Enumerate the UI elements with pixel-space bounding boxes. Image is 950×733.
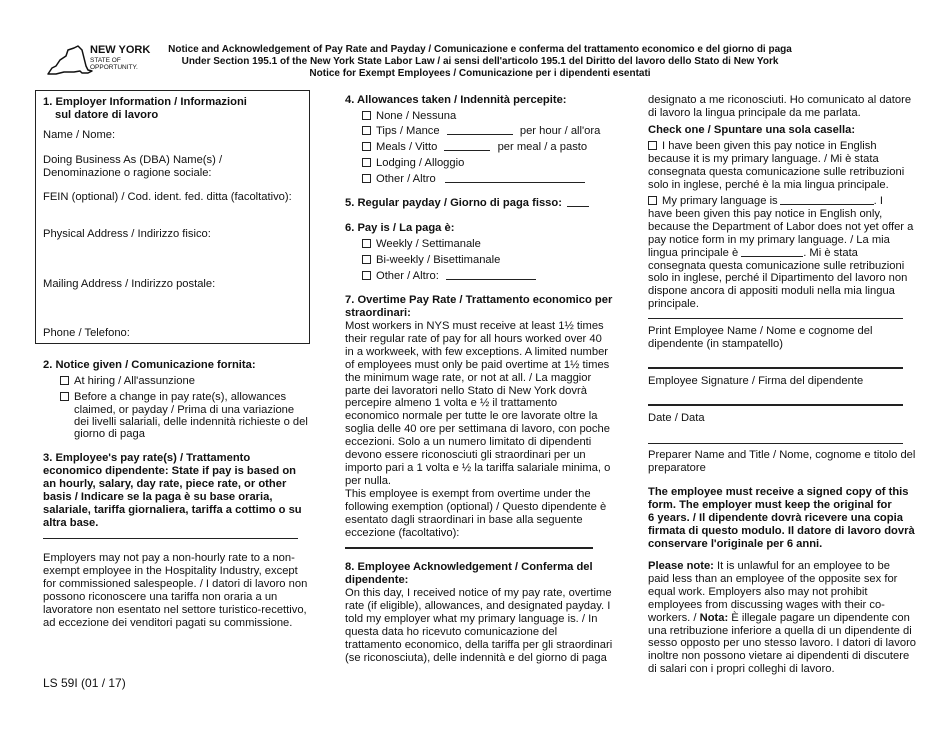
- logo-line3: OPPORTUNITY.: [90, 64, 138, 71]
- s1-title-b: sul datore di lavoro: [55, 109, 159, 121]
- hospitality-note-f: ad eccezione dei venditori pagati su commissione.: [43, 617, 293, 629]
- retention-line: firmata di questo modulo. Il datore di lavoro dovrà: [648, 524, 915, 537]
- nota-pre: workers. /: [648, 611, 700, 624]
- hospitality-note-a: Employers may not pay a non-hourly rate to a non-: [43, 552, 295, 564]
- pay-weekly-checkbox[interactable]: [362, 239, 371, 248]
- equal-pay-line: equal work. Employers also may not prohibit: [648, 585, 868, 598]
- preparer-line[interactable]: [648, 443, 903, 444]
- allowance-meals-checkbox[interactable]: [362, 142, 371, 151]
- primary-language-input[interactable]: [780, 204, 874, 205]
- header-subtitle: Notice for Exempt Employees / Comunicazione per i dipendenti esentati: [309, 68, 651, 79]
- s7-exempt-line: This employee is exempt from overtime under the: [345, 488, 591, 500]
- english-primary-option[interactable]: [648, 140, 904, 192]
- s7-line: parte dei lavoratori nello Stato di New York dovrà: [345, 384, 587, 397]
- s7-title: 7. Overtime Pay Rate / Trattamento economico per: [345, 294, 613, 306]
- s7-exempt-line: esentato dagli straordinari in base alla seguente: [345, 513, 583, 526]
- allowance-none-option[interactable]: [362, 110, 456, 124]
- nota-line: una retribuzione inferiore a quella di un dipendente di: [648, 624, 912, 637]
- lingua-principale-input[interactable]: [741, 256, 803, 257]
- employer-name-field[interactable]: Name / Nome:: [43, 129, 116, 141]
- please-note-label: Please note:: [648, 560, 714, 572]
- before-change-label-c: dei livelli salariali, delle indennità richieste o del: [74, 416, 308, 428]
- s6-title: 6. Pay is / La paga è:: [345, 222, 455, 234]
- allowance-meals-label: Meals / Vitto: [376, 141, 438, 153]
- nota-line: di salari con i propri colleghi di lavoro.: [648, 663, 835, 676]
- s2-title: 2. Notice given / Comunicazione fornita:: [43, 359, 256, 371]
- print-name-line[interactable]: [648, 318, 903, 319]
- s8-line: (se riconosciuta), delle indennità e del giorno di paga: [345, 651, 607, 664]
- s7-line: soglia delle 40 ore per settimana di lavoro, con poche: [345, 423, 610, 436]
- phone-field[interactable]: Phone / Telefono:: [43, 327, 130, 339]
- allowance-other-input[interactable]: [445, 182, 585, 183]
- s3-line-f: altra base.: [43, 517, 99, 529]
- tips-amount-input[interactable]: [447, 134, 513, 135]
- s7-body: [345, 320, 610, 488]
- tips-unit: per hour / all'ora: [519, 125, 601, 137]
- allowance-other-label: Other / Altro: [376, 173, 436, 185]
- check-one-title: Check one / Spuntare una sola casella:: [648, 124, 856, 136]
- s7-exempt-line: eccezione (facoltativo):: [345, 526, 460, 539]
- nota-line: inoltre non possono vietare ai dipendenti di discutere: [648, 650, 910, 663]
- retention-line: 6 years. / Il dipendente dovrà ricevere una copia: [648, 511, 903, 524]
- meals-unit: per meal / a pasto: [497, 141, 588, 153]
- ny-state-outline-icon: [44, 44, 94, 78]
- payday-input[interactable]: [567, 206, 589, 207]
- s7-line: devono essere riconosciuti gli straordinari per un: [345, 449, 586, 462]
- equal-pay-line: employees from discussing wages with their co-: [648, 598, 885, 611]
- pay-weekly-option[interactable]: [362, 238, 481, 252]
- allowance-lodging-checkbox[interactable]: [362, 158, 371, 167]
- english-primary-label: I have been given this pay notice in English: [662, 140, 877, 152]
- lingua-principale-label: lingua principale è: [648, 246, 739, 259]
- s8-cont-line: di lavoro la lingua principale da me parlata.: [648, 106, 861, 119]
- allowance-lodging-label: Lodging / Alloggio: [376, 157, 465, 169]
- equal-pay-line: paid less than an employee of the opposite sex for: [648, 572, 898, 585]
- english-primary-checkbox[interactable]: [648, 141, 657, 150]
- other-language-checkbox[interactable]: [648, 196, 657, 205]
- nota-label: Nota:: [699, 611, 729, 624]
- pay-other-label: Other / Altro:: [376, 270, 439, 282]
- date-label: Date / Data: [648, 412, 705, 424]
- nota-line: sesso opposto per uno stesso lavoro. I datori di lavoro: [648, 637, 917, 650]
- s3-line-b: economico dipendente: State if pay is based on: [43, 465, 297, 477]
- s5-label: 5. Regular payday / Giorno di paga fisso:: [345, 197, 562, 209]
- mailing-address-field[interactable]: Mailing Address / Indirizzo postale:: [43, 278, 216, 290]
- nota-text: È illegale pagare un dipendente con: [728, 611, 910, 624]
- other-language-line: pay notice form in my primary language. / La mia: [648, 233, 890, 246]
- before-change-option[interactable]: [60, 391, 286, 405]
- s7-line: Most workers in NYS must receive at least 1½ times: [345, 320, 604, 332]
- s7-exempt-line: following exemption (optional) / Questo dipendente è: [345, 500, 607, 513]
- s3-line-e: salariale, tariffa giornaliera, tariffa a cottimo o su: [43, 504, 302, 516]
- at-hiring-option[interactable]: [60, 375, 195, 389]
- ny-state-logo: [44, 44, 154, 80]
- at-hiring-label: At hiring / All'assunzione: [74, 375, 195, 387]
- pay-biweekly-option[interactable]: [362, 254, 500, 268]
- s8-line: On this day, I received notice of my pay rate, overtime: [345, 587, 612, 599]
- s8-line: questa data ho ricevuto comunicazione del: [345, 625, 558, 638]
- dba-field-b: Denominazione o ragione sociale:: [43, 167, 212, 179]
- s8-body: [345, 587, 612, 664]
- other-language-option[interactable]: My primary language is . I have been given this pay notice in English only, because the Department of Labor does not yet offer a pay notice form in my primary language. / La mia lingua principale è . Mi è stata consegnata questa comunicazione sulle retribuzioni solo in inglese, perché il Dipartimento del lavoro non dispone ancora di appositi moduli nella mia lingua principale.: [648, 195, 914, 311]
- other-language-line: solo in inglese, perché il Dipartimento del lavoro non: [648, 272, 908, 285]
- s3-title: 3. Employee's pay rate(s) / Trattamento: [43, 452, 251, 464]
- before-change-label-d: giorno di paga: [74, 428, 145, 440]
- s8-line: rate (if eligible), allowances, and designated payday. I: [345, 599, 611, 612]
- s7-line: of employees must only be paid overtime at 1½ times: [345, 358, 610, 371]
- allowance-tips-checkbox[interactable]: [362, 126, 371, 135]
- other-language-line: dispone ancora di appositi moduli nella mia lingua: [648, 285, 895, 298]
- s5-title: [345, 197, 589, 211]
- retention-line: conservare l'originale per 6 anni.: [648, 537, 823, 550]
- other-language-line: consegnata questa comunicazione sulle retribuzioni: [648, 259, 905, 272]
- lingua-tail: . Mi è stata: [803, 246, 858, 259]
- s7-line: eccezioni. Solo a un numero limitato di dipendenti: [345, 436, 592, 449]
- s4-title: 4. Allowances taken / Indennità percepite:: [345, 94, 567, 106]
- s1-title: 1. Employer Information / Informazioni: [43, 96, 247, 108]
- s8-title: 8. Employee Acknowledgement / Conferma del: [345, 561, 593, 573]
- pay-biweekly-checkbox[interactable]: [362, 255, 371, 264]
- s8-cont-line: designato a me riconosciuti. Ho comunicato al datore: [648, 94, 912, 106]
- logo-line2: STATE OF: [90, 57, 121, 64]
- pay-other-checkbox[interactable]: [362, 271, 371, 280]
- s7-line: importo pari a 1 volta e ½ la tariffa salariale minima, o: [345, 461, 611, 474]
- s7-line: in a workweek, with few exceptions. A limited number: [345, 345, 609, 358]
- allowance-other-checkbox[interactable]: [362, 174, 371, 183]
- s3-line-c: an hourly, salary, day rate, piece rate, or other: [43, 478, 287, 490]
- before-change-label: Before a change in pay rate(s), allowances: [74, 391, 287, 403]
- pay-other-option[interactable]: [362, 270, 536, 284]
- retention-line: form. The employer must keep the original for: [648, 498, 892, 511]
- signature-line[interactable]: [648, 367, 903, 369]
- allowance-tips-label: Tips / Mance: [376, 125, 440, 137]
- s8-line: trattamento economico, della tariffa per gli straordinari: [345, 638, 613, 651]
- print-name-label-b: dipendente (in stampatello): [648, 338, 783, 350]
- english-primary-line: because it is my primary language. / Mi è stata: [648, 152, 879, 165]
- hospitality-note-c: for commissioned salespeople. / I datori di lavoro non: [43, 578, 308, 590]
- other-language-line: principale.: [648, 298, 699, 311]
- pay-weekly-label: Weekly / Settimanale: [376, 238, 481, 250]
- meals-amount-input[interactable]: [444, 150, 490, 151]
- allowance-none-label: None / Nessuna: [376, 110, 457, 122]
- allowance-meals-option[interactable]: [362, 141, 587, 155]
- s7-line: economico normale per tutte le ore lavorate oltre la: [345, 410, 598, 423]
- primary-language-label: My primary language is: [662, 195, 778, 207]
- at-hiring-checkbox[interactable]: [60, 376, 69, 385]
- header-law: Under Section 195.1 of the New York State Labor Law / ai sensi dell'articolo 195.1 del Diritto del lavoro dello Stato di New York: [181, 56, 779, 67]
- before-change-label-b: claimed, or payday / Prima di una variazione: [74, 404, 295, 416]
- logo-title: NEW YORK: [90, 44, 151, 56]
- print-name-label: Print Employee Name / Nome e cognome del: [648, 325, 873, 337]
- allowance-other-option[interactable]: [362, 173, 585, 187]
- physical-address-field[interactable]: Physical Address / Indirizzo fisico:: [43, 228, 211, 240]
- dba-field[interactable]: Doing Business As (DBA) Name(s) /: [43, 154, 223, 166]
- signature-label: Employee Signature / Firma del dipendente: [648, 375, 864, 387]
- english-primary-line: solo in inglese, perché è la mia lingua principale.: [648, 178, 889, 191]
- s8-title-b: dipendente:: [345, 574, 409, 586]
- allowance-none-checkbox[interactable]: [362, 111, 371, 120]
- exemption-input[interactable]: [345, 547, 593, 549]
- s3-line-d: basis / Indicare se la paga è su base oraria,: [43, 491, 273, 503]
- s7-line: the minimum wage rate, or not at all. / La maggior: [345, 371, 592, 384]
- hospitality-note-d: possono riconoscere una tariffa non oraria a un: [43, 591, 278, 603]
- allowance-lodging-option[interactable]: [362, 157, 464, 171]
- pay-biweekly-label: Bi-weekly / Bisettimanale: [376, 254, 501, 266]
- hospitality-note-e: lavoratore non esentato nel settore turistico-recettivo,: [43, 604, 307, 616]
- s8-continued: [648, 94, 911, 120]
- other-language-line: have been given this pay notice in English only,: [648, 207, 883, 220]
- pay-rate-line[interactable]: [43, 538, 298, 539]
- before-change-checkbox[interactable]: [60, 392, 69, 401]
- s7-exempt: [345, 488, 606, 540]
- s7-line: their regular rate of pay for all hours worked over 40: [345, 332, 602, 345]
- form-id: LS 59I (01 / 17): [43, 676, 126, 690]
- hospitality-note-b: exempt employee in the Hospitality Industry, except: [43, 565, 298, 577]
- pay-other-input[interactable]: [446, 279, 536, 280]
- s7-line: percepire almeno 1 volta e ½ il trattamento: [345, 397, 558, 410]
- other-language-line: because the Department of Labor does not yet offer a: [648, 220, 914, 233]
- retention-line: The employee must receive a signed copy of this: [648, 486, 909, 498]
- allowance-tips-option[interactable]: [362, 125, 600, 139]
- header-title: Notice and Acknowledgement of Pay Rate and Payday / Comunicazione e conferma del trattamento economico e del giorno di paga: [168, 44, 792, 55]
- please-note-text: It is unlawful for an employee to be: [713, 560, 890, 572]
- retention-notice: [648, 486, 915, 551]
- fein-field[interactable]: FEIN (optional) / Cod. ident. fed. ditta (facoltativo):: [43, 191, 292, 203]
- date-line[interactable]: [648, 404, 903, 406]
- preparer-label-b: preparatore: [648, 462, 706, 474]
- english-primary-line: consegnata questa comunicazione sulle retribuzioni: [648, 165, 905, 178]
- s7-line: per nulla.: [345, 474, 392, 487]
- s8-line: told my employer what my primary language is. / In: [345, 612, 598, 625]
- s7-title-b: straordinari:: [345, 307, 411, 319]
- preparer-label: Preparer Name and Title / Nome, cognome e titolo del: [648, 449, 916, 461]
- equal-pay-notice: [648, 560, 916, 676]
